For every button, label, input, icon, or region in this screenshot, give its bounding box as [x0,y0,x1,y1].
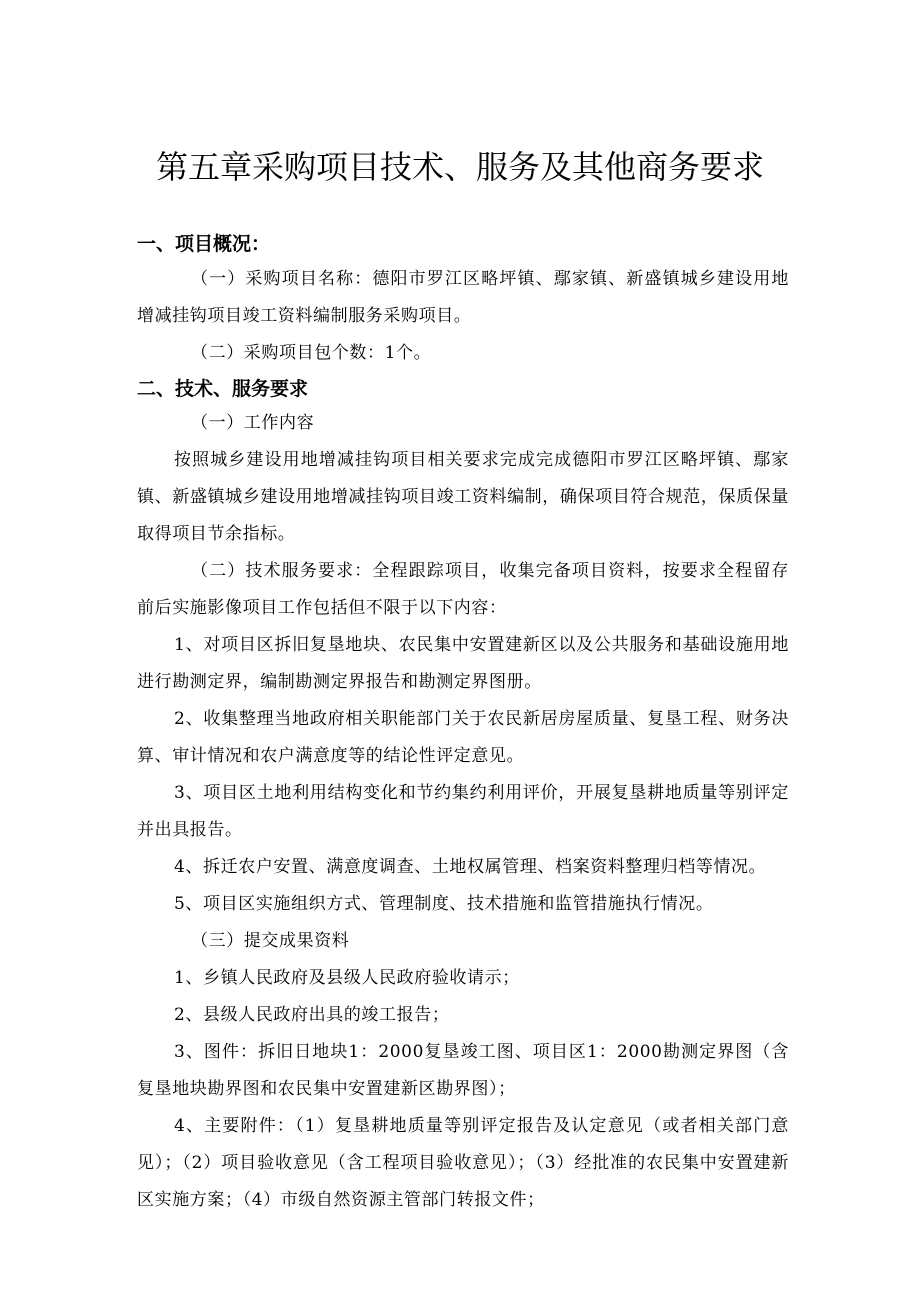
deliverable-item-1: 1、乡镇人民政府及县级人民政府验收请示； [174,968,520,988]
requirement-item-1: 1、对项目区拆旧复垦地块、农民集中安置建新区以及公共服务和基础设施用地进行勘测定界，编制勘测定界报告和勘测定界图册。 [137,635,789,692]
requirement-item-4: 4、拆迁农户安置、满意度调查、土地权属管理、档案资料整理归档等情况。 [174,857,767,877]
requirement-item-2: 2、收集整理当地政府相关职能部门关于农民新居房屋质量、复垦工程、财务决算、审计情况和农户满意度等的结论性评定意见。 [137,709,789,766]
section-heading-overview: 一、项目概况： [137,233,271,255]
deliverable-item-3: 3、图件：拆旧日地块1：2000复垦竣工图、项目区1：2000勘测定界图（含复垦地块勘界图和农民集中安置建新区勘界图）； [137,1042,789,1099]
package-count-paragraph: （二）采购项目包个数：1个。 [191,343,432,363]
requirement-item-3: 3、项目区土地利用结构变化和节约集约利用评价，开展复垦耕地质量等别评定并出具报告。 [137,783,789,840]
page-title: 第五章采购项目技术、服务及其他商务要求 [155,148,764,186]
section-heading-requirements: 二、技术、服务要求 [137,378,309,400]
requirement-item-5: 5、项目区实施组织方式、管理制度、技术措施和监管措施执行情况。 [174,894,714,914]
deliverables-subheading: （三）提交成果资料 [191,931,350,951]
project-name-paragraph: （一）采购项目名称：德阳市罗江区略坪镇、鄢家镇、新盛镇城乡建设用地增减挂钩项目竣工资料编制服务采购项目。 [137,269,789,326]
deliverable-item-2: 2、县级人民政府出具的竣工报告； [174,1005,450,1025]
service-requirements-paragraph: （二）技术服务要求：全程跟踪项目，收集完备项目资料，按要求全程留存前后实施影像项目工作包括但不限于以下内容： [137,561,789,618]
work-content-paragraph: 按照城乡建设用地增减挂钩项目相关要求完成完成德阳市罗江区略坪镇、鄢家镇、新盛镇城乡建设用地增减挂钩项目竣工资料编制，确保项目符合规范，保质保量取得项目节余指标。 [137,450,789,544]
deliverable-item-4: 4、主要附件：（1）复垦耕地质量等别评定报告及认定意见（或者相关部门意见）；（2）项目验收意见（含工程项目验收意见）；（3）经批准的农民集中安置建新区实施方案；（4）市级自然资源主管部门转报文件； [137,1116,789,1210]
work-content-subheading: （一）工作内容 [191,413,315,433]
